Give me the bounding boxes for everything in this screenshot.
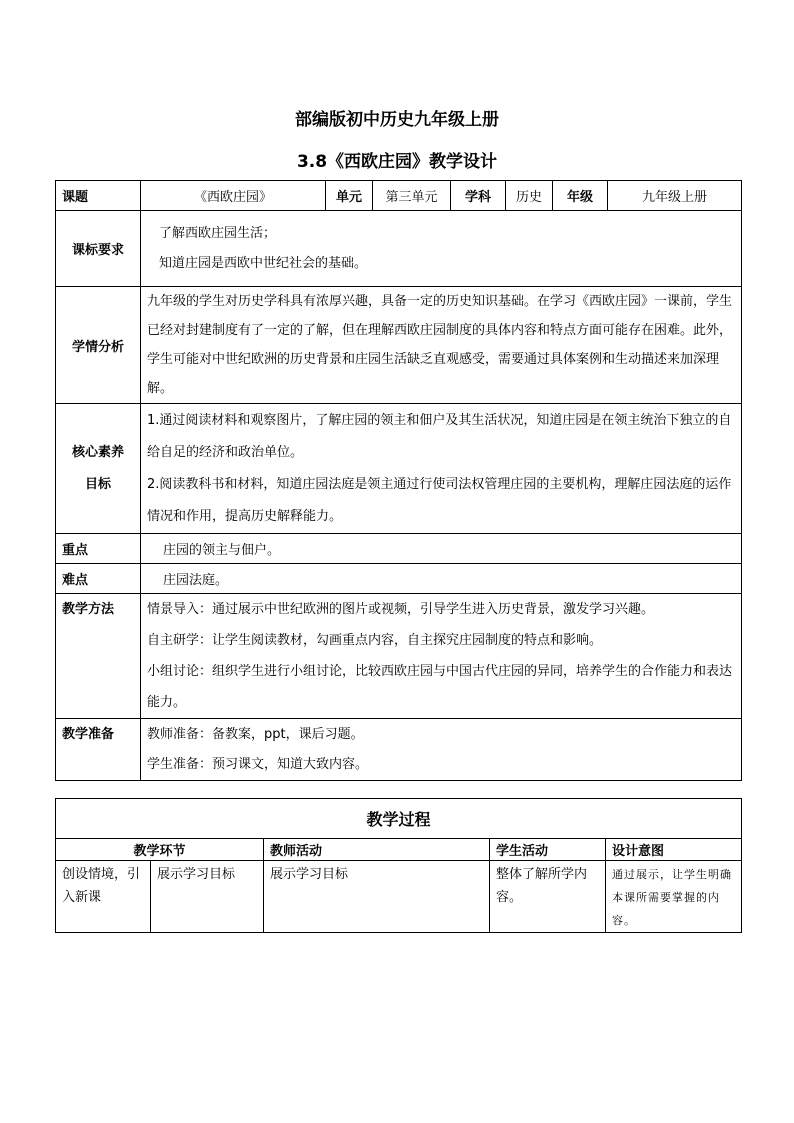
methods-label: 教学方法 bbox=[56, 594, 141, 719]
stage-header: 教学环节 bbox=[56, 839, 264, 861]
design-intent-cell: 通过展示，让学生明确本课所需要掌握的内容。 bbox=[606, 861, 742, 933]
process-title: 教学过程 bbox=[56, 799, 742, 839]
method-item: 自主研学：让学生阅读教材，勾画重点内容，自主探究庄园制度的特点和影响。 bbox=[147, 633, 603, 648]
table-row bbox=[56, 861, 742, 933]
curriculum-content bbox=[141, 211, 742, 287]
keypoint-label: 重点 bbox=[56, 534, 141, 564]
literacy-item: 2.阅读教科书和材料，知道庄园法庭是领主通过行使司法权管理庄园的主要机构，理解庄园法庭的运作情况和作用，提高历史解释能力。 bbox=[147, 476, 732, 524]
method-item: 情景导入：通过展示中世纪欧洲的图片或视频，引导学生进入历史背景，激发学习兴趣。 bbox=[147, 602, 655, 617]
teacher-header: 教师活动 bbox=[264, 839, 490, 861]
curriculum-label: 课标要求 bbox=[56, 211, 141, 287]
literacy-label bbox=[56, 404, 141, 534]
keypoint-text: 庄园的领主与佃户。 bbox=[141, 534, 742, 564]
teaching-process-table bbox=[55, 798, 742, 933]
document-subtitle: 3.8《西欧庄园》教学设计 bbox=[296, 152, 498, 172]
difficulty-label: 难点 bbox=[56, 564, 141, 594]
literacy-item: 1.通过阅读材料和观察图片，了解庄园的领主和佃户及其生活状况，知道庄园是在领主统治下独立的自给自足的经济和政治单位。 bbox=[147, 412, 732, 460]
lesson-info-table bbox=[55, 180, 742, 781]
literacy-content bbox=[141, 404, 742, 534]
stage-sub-cell: 展示学习目标 bbox=[151, 861, 264, 933]
topic-label: 课题 bbox=[56, 181, 141, 211]
methods-content bbox=[141, 594, 742, 719]
literacy-label-line: 核心素养 bbox=[71, 444, 124, 460]
analysis-text: 九年级的学生对历史学科具有浓厚兴趣，具备一定的历史知识基础。在学习《西欧庄园》一课前，学生已经对封建制度有了一定的了解，但在理解西欧庄园制度的具体内容和特点方面可能存在困难。此外，学生可能对中世纪欧洲的历史背景和庄园生活缺乏直观感受，需要通过具体案例和生动描述来加深理解。 bbox=[141, 287, 742, 404]
curriculum-line: 知道庄园是西欧中世纪社会的基础。 bbox=[159, 255, 368, 271]
preparation-item: 学生准备：预习课文，知道大致内容。 bbox=[147, 756, 369, 772]
literacy-label-line: 目标 bbox=[84, 476, 111, 492]
preparation-label: 教学准备 bbox=[56, 719, 141, 781]
unit-label: 单元 bbox=[326, 181, 373, 211]
stage-cell: 创设情境，引入新课 bbox=[56, 861, 151, 933]
preparation-item: 教师准备：备教案，ppt，课后习题。 bbox=[147, 726, 364, 742]
subject-value: 历史 bbox=[506, 181, 553, 211]
teacher-activity-cell: 展示学习目标 bbox=[264, 861, 490, 933]
subject-label: 学科 bbox=[451, 181, 506, 211]
preparation-content bbox=[141, 719, 742, 781]
intent-header: 设计意图 bbox=[606, 839, 742, 861]
document-title: 部编版初中历史九年级上册 bbox=[295, 110, 499, 130]
curriculum-line: 了解西欧庄园生活； bbox=[159, 225, 277, 241]
grade-value: 九年级上册 bbox=[608, 181, 742, 211]
student-header: 学生活动 bbox=[490, 839, 606, 861]
topic-value: 《西欧庄园》 bbox=[141, 181, 326, 211]
student-activity-cell: 整体了解所学内容。 bbox=[490, 861, 606, 933]
grade-label: 年级 bbox=[553, 181, 608, 211]
unit-value: 第三单元 bbox=[373, 181, 451, 211]
method-item: 小组讨论：组织学生进行小组讨论，比较西欧庄园与中国古代庄园的异同，培养学生的合作能力和表达能力。 bbox=[147, 664, 733, 710]
difficulty-text: 庄园法庭。 bbox=[141, 564, 742, 594]
analysis-label: 学情分析 bbox=[56, 287, 141, 404]
